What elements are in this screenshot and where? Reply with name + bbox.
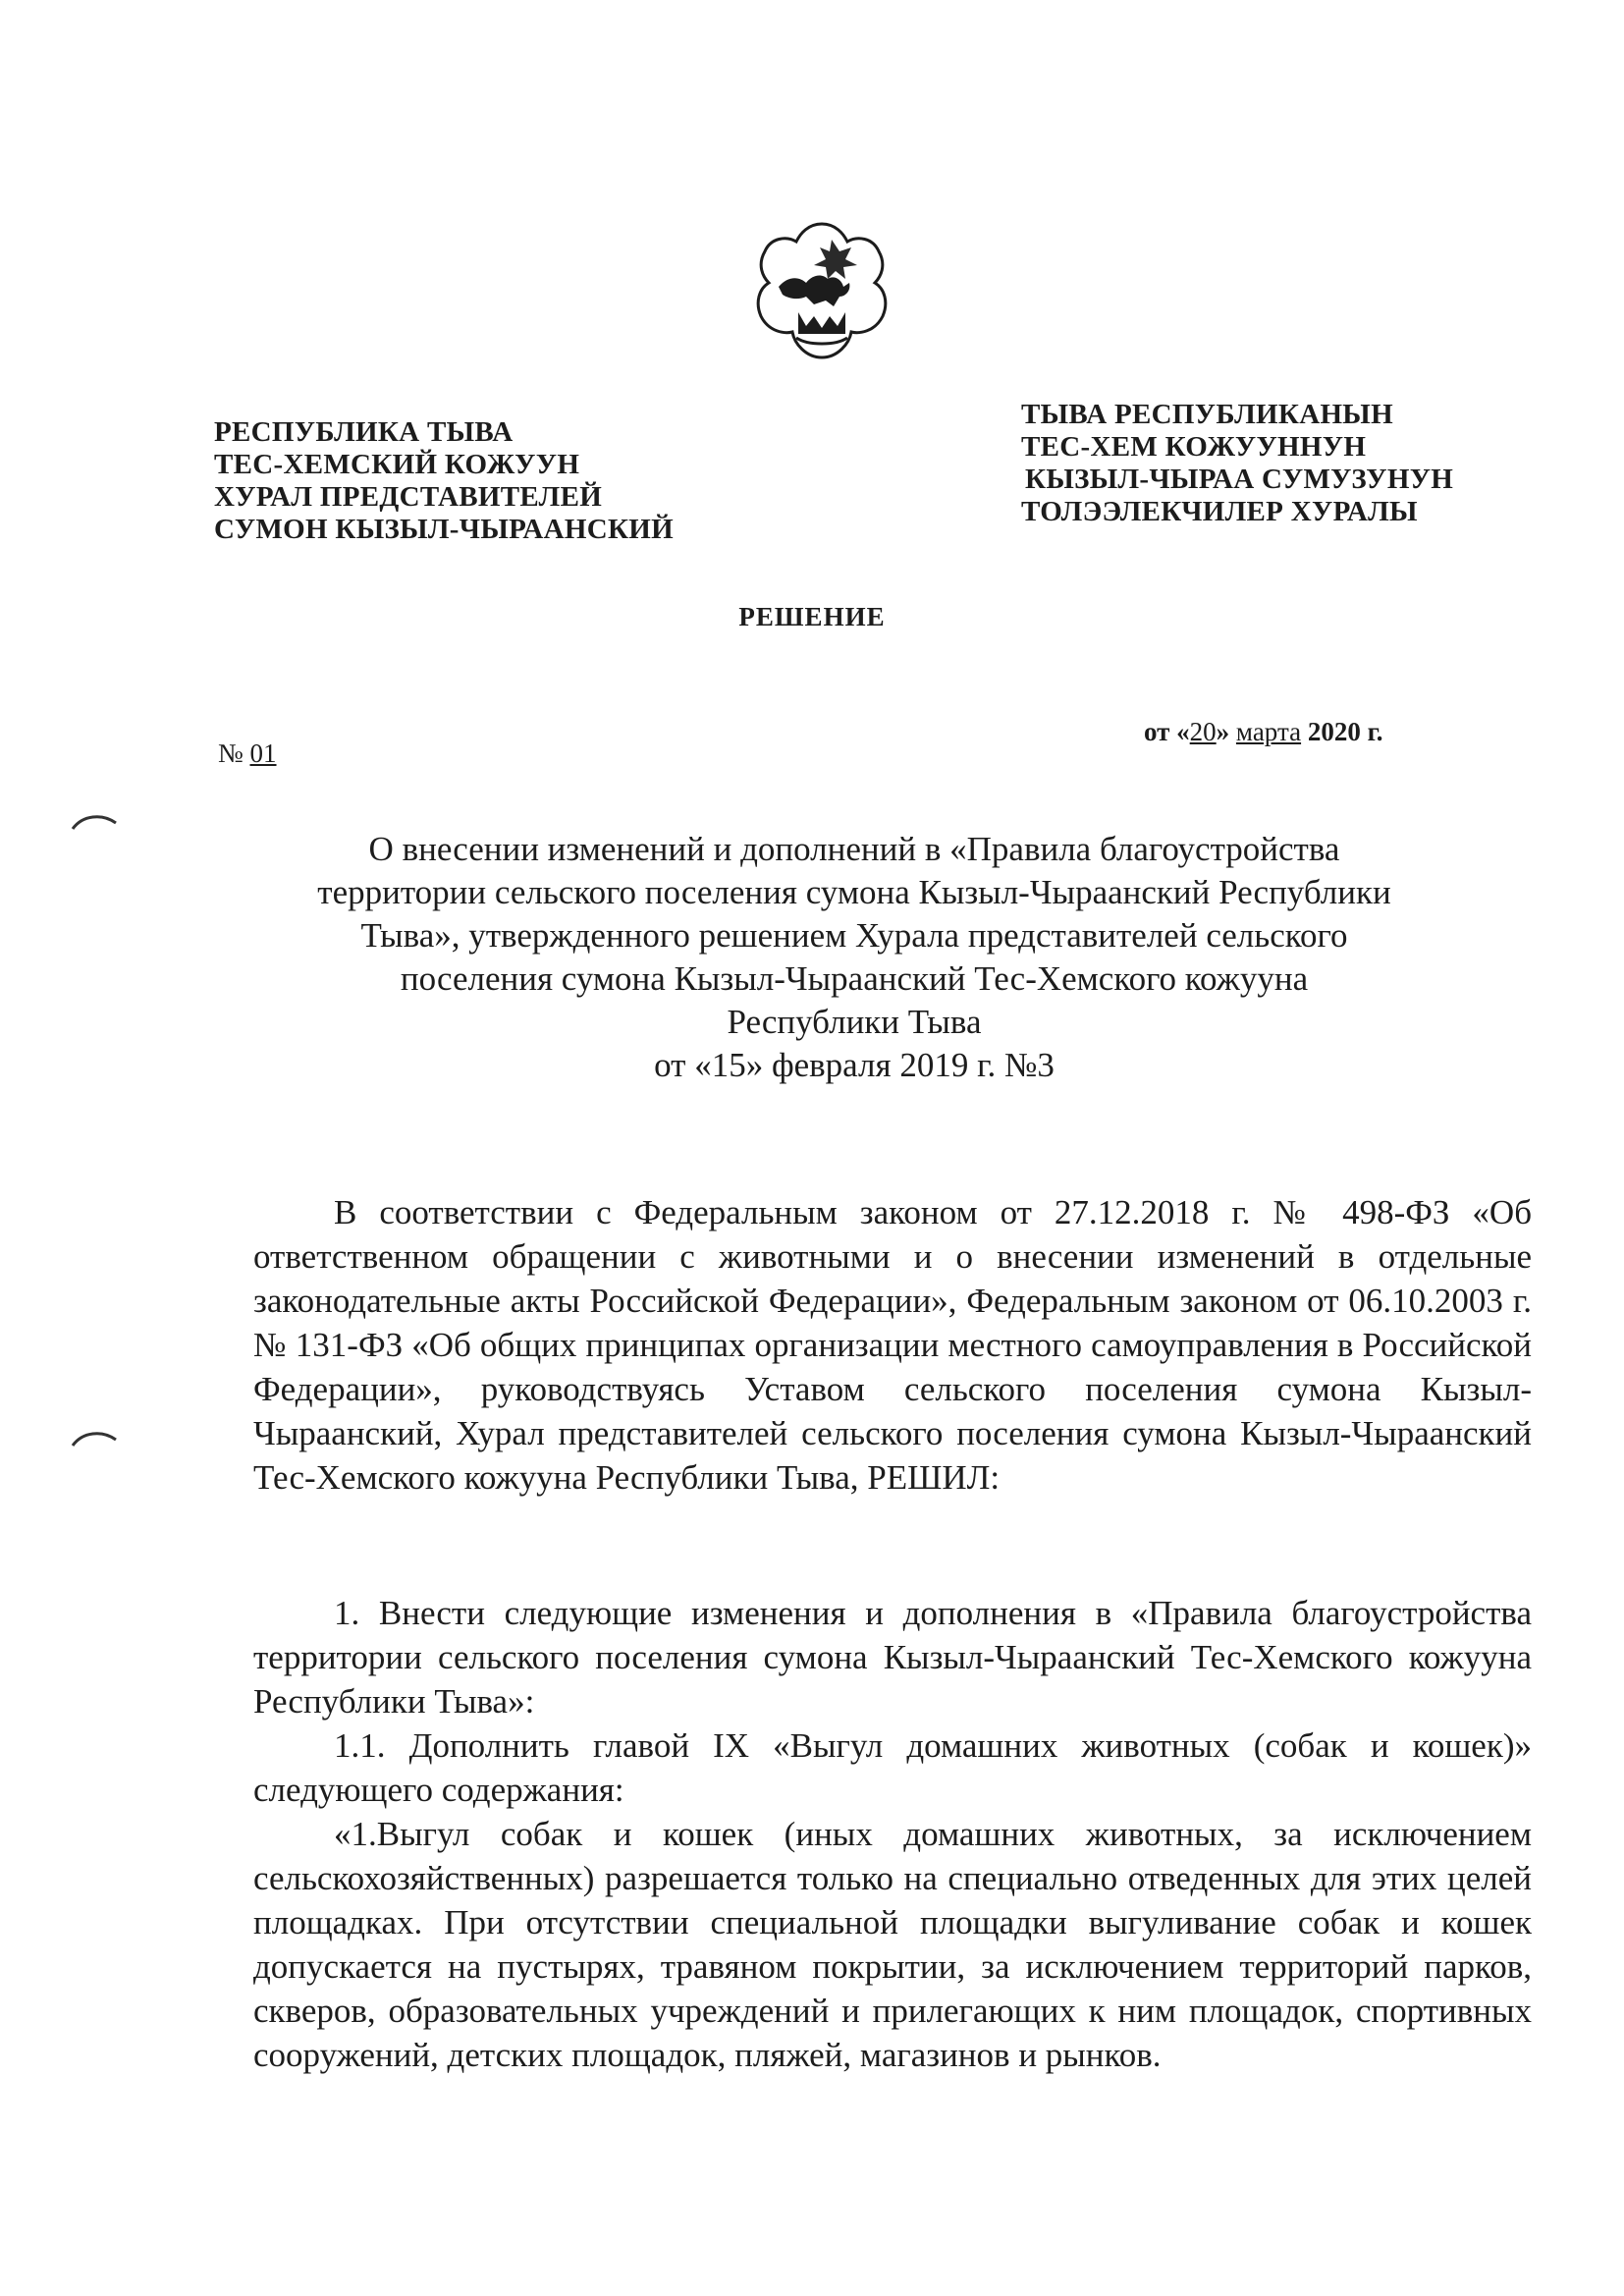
header-right-line: ТЕС-ХЕМ КОЖУУННУН [1021,431,1367,463]
header-left-line: ХУРАЛ ПРЕДСТАВИТЕЛЕЙ [214,481,603,513]
preamble-paragraph: В соответствии с Федеральным законом от 27.12.2018 г. № 498-ФЗ «Об ответственном обращении с животными и о внесении изменений в отдельные законодательные акты Российской Федерации», Федеральным законом от 06.10.2003 г. № 131-ФЗ «Об общих принципах организации местного самоуправления в Российской Федерации», руководствуясь Уставом сельского поселения сумона Кызыл-Чыраанский, Хурал представителей сельского поселения сумона Кызыл-Чыраанский Тес-Хемского кожууна Республики Тыва, РЕШИЛ: [253,1193,1532,1497]
number-prefix: № [218,738,244,768]
heading-line: Тыва», утвержденного решением Хурала представителей сельского [360,916,1348,955]
header-left-line: РЕСПУБЛИКА ТЫВА [214,416,514,448]
coat-of-arms-emblem [749,218,894,363]
header-left-line: ТЕС-ХЕМСКИЙ КОЖУУН [214,449,580,480]
decision-heading [245,828,1463,1087]
document-number [218,738,277,769]
item-1-paragraph: 1. Внести следующие изменения и дополнения в «Правила благоустройства территории сельского поселения сумона Кызыл-Чыраанский Тес-Хемского кожууна Республики Тыва»: [253,1594,1532,1721]
date-day: 20 [1189,717,1217,746]
heading-line: территории сельского поселения сумона Кызыл-Чыраанский Республики [317,873,1391,911]
heading-line: Республики Тыва [727,1003,982,1041]
clause-1-paragraph: «1.Выгул собак и кошек (иных домашних животных, за исключением сельскохозяйственных) разрешается только на специально отведенных для этих целей площадках. При отсутствии специальной площадки выгуливание собак и кошек допускается на пустырях, травяном покрытии, за исключением территорий парков, скверов, образовательных учреждений и прилегающих к ним площадок, спортивных сооружений, детских площадок, пляжей, магазинов и рынков. [253,1815,1532,2074]
header-left-line: СУМОН КЫЗЫЛ-ЧЫРААНСКИЙ [214,514,675,545]
header-right-line: ТЫВА РЕСПУБЛИКАНЫН [1021,399,1393,430]
document-type-title: РЕШЕНИЕ [738,602,886,631]
header-left-block [214,416,674,546]
punch-hole-mark [71,807,120,837]
date-prefix: от « [1144,717,1190,746]
date-month: марта [1235,717,1302,746]
date-mid: » [1216,717,1230,746]
number-value: 01 [249,738,277,768]
heading-line: от «15» февраля 2019 г. №3 [654,1046,1055,1084]
heading-line: поселения сумона Кызыл-Чыраанский Тес-Хемского кожууна [400,959,1309,998]
heading-line: О внесении изменений и дополнений в «Правила благоустройства [368,830,1340,868]
document-date [1144,717,1383,747]
item-1-1-paragraph: 1.1. Дополнить главой IX «Выгул домашних животных (собак и кошек)» следующего содержания: [253,1726,1532,1809]
header-right-line: ТОЛЭЭЛЕКЧИЛЕР ХУРАЛЫ [1021,496,1418,527]
date-year: 2020 г. [1307,717,1383,746]
header-right-line: КЫЗЫЛ-ЧЫРАА СУМУЗУНУН [1025,464,1454,495]
header-right-block [1021,399,1453,528]
punch-hole-mark [71,1424,120,1453]
